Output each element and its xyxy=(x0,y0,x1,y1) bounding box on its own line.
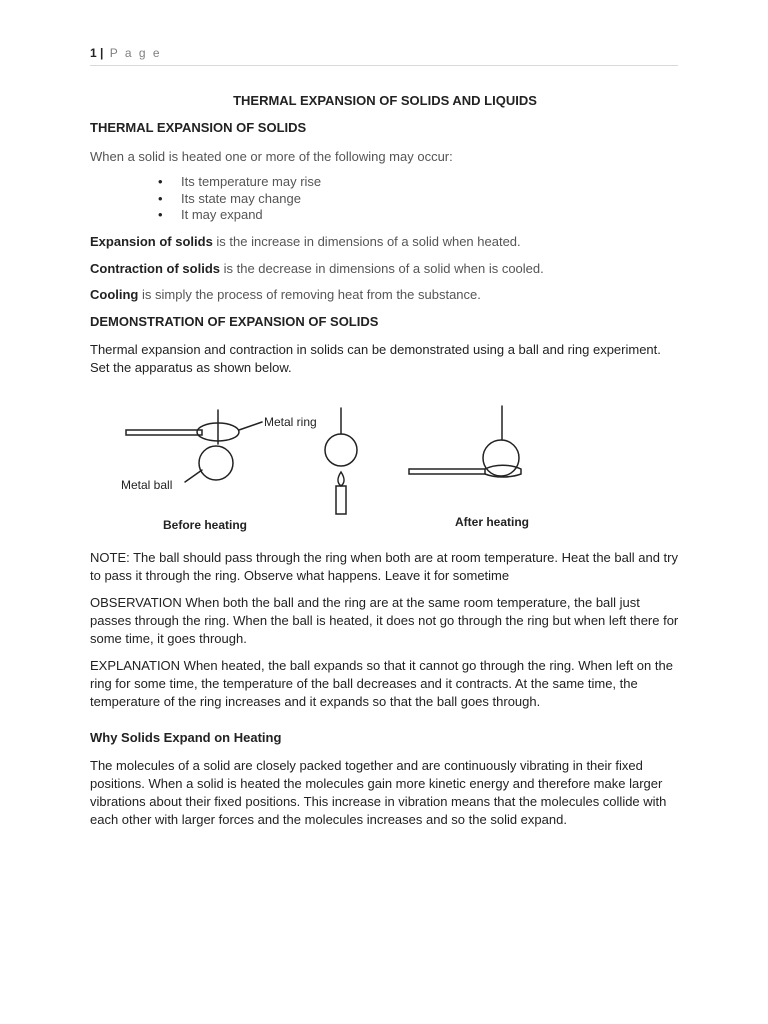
caption-before-heating: Before heating xyxy=(163,518,248,532)
section-heading-why: Why Solids Expand on Heating xyxy=(90,730,282,745)
term-contraction: Contraction of solids xyxy=(90,260,220,276)
text-contraction: is the decrease in dimensions of a solid when is cooled. xyxy=(220,260,544,276)
ring-handle-rod xyxy=(126,430,202,435)
section-intro: When a solid is heated one or more of the following may occur: xyxy=(90,149,453,164)
label-metal-ball: Metal ball xyxy=(121,478,173,492)
page-label: P a g e xyxy=(109,46,162,60)
list-item: • Its state may change xyxy=(90,191,680,208)
definition-contraction xyxy=(90,260,680,278)
heated-ball xyxy=(325,434,357,466)
candle-icon xyxy=(336,486,346,514)
label-pointer-ring xyxy=(239,422,262,430)
demonstration-intro: Thermal expansion and contraction in solids can be demonstrated using a ball and ring experiment. Set the apparatus as shown below. xyxy=(90,341,661,375)
document-body-lower xyxy=(90,549,680,829)
metal-ball-after xyxy=(483,440,519,476)
text-expansion: is the increase in dimensions of a solid when heated. xyxy=(212,233,521,249)
list-item: • It may expand xyxy=(90,207,680,224)
why-paragraph: The molecules of a solid are closely packed together and are continuously vibrating in their fixed positions. When a solid is heated the molecules gain more kinetic energy and therefore make larger vibrations about their fixed positions. This increase in vibration means that the molecules collide with each other with larger forces and the molecules increases and so the solid expand. xyxy=(90,758,667,827)
term-expansion: Expansion of solids xyxy=(90,233,213,249)
document-body xyxy=(90,92,680,377)
observation-paragraph: OBSERVATION When both the ball and the ring are at the same room temperature, the ball just passes through the ring. When the ball is heated, it does not go through the ring but when left there for some time, it goes through. xyxy=(90,595,679,646)
section-heading-demonstration: DEMONSTRATION OF EXPANSION OF SOLIDS xyxy=(90,313,379,329)
definition-expansion xyxy=(90,233,680,251)
section-heading-solids: THERMAL EXPANSION OF SOLIDS xyxy=(90,120,307,135)
metal-ball-before xyxy=(199,446,233,480)
note-paragraph: NOTE: The ball should pass through the ring when both are at room temperature. Heat the ball and try to pass it through the ring. Observe what happens. Leave it for sometime xyxy=(90,550,678,583)
page-number: 1 xyxy=(90,46,97,60)
effects-list xyxy=(90,174,680,224)
definition-cooling xyxy=(90,286,680,304)
list-item: • Its temperature may rise xyxy=(90,174,680,191)
label-metal-ring: Metal ring xyxy=(264,415,317,429)
document-title: THERMAL EXPANSION OF SOLIDS AND LIQUIDS xyxy=(233,93,537,108)
explanation-paragraph: EXPLANATION When heated, the ball expands so that it cannot go through the ring. When left on the ring for some time, the temperature of the ball decreases and it contracts. At the same time, the temperature of the ring increases and it expands so that the ball goes through. xyxy=(90,658,673,709)
caption-after-heating: After heating xyxy=(455,515,530,529)
flame-icon xyxy=(338,472,344,486)
after-ring-rod xyxy=(409,469,485,474)
page-header xyxy=(90,46,678,66)
term-cooling: Cooling xyxy=(90,286,139,302)
ball-and-ring-figure xyxy=(90,398,680,538)
label-pointer-ball xyxy=(185,470,202,482)
page-separator: | xyxy=(100,46,104,60)
text-cooling: is simply the process of removing heat from the substance. xyxy=(138,286,481,302)
